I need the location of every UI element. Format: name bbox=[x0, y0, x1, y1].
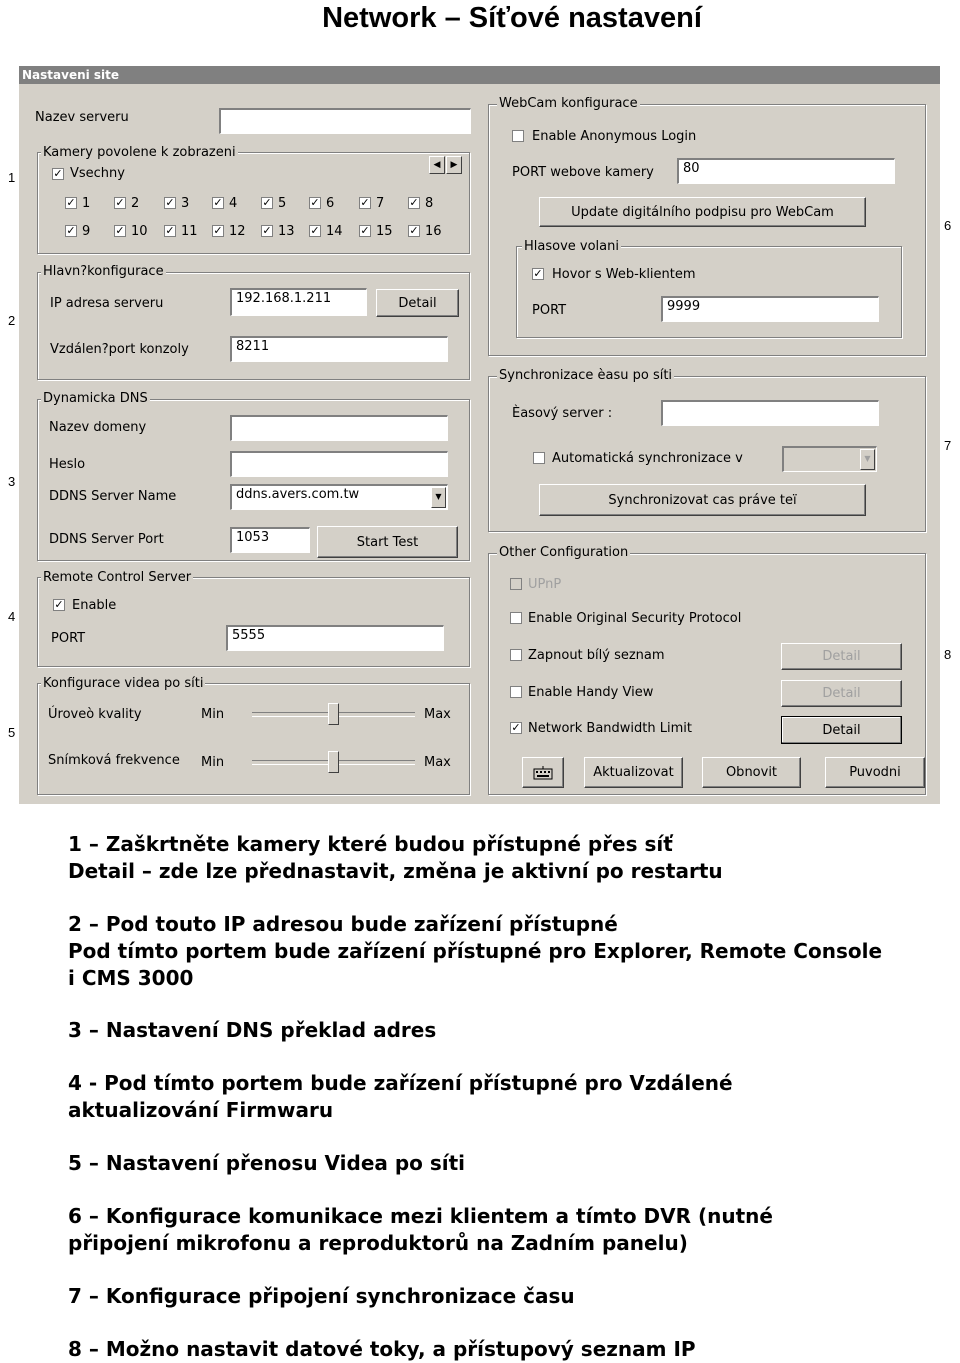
desc-line-8: aktualizování Firmwaru bbox=[68, 1098, 334, 1122]
auto-sync-label: Automatická synchronizace v bbox=[552, 451, 743, 466]
marker-8: 8 bbox=[944, 647, 952, 662]
arrow-right-icon[interactable]: ▶ bbox=[446, 156, 462, 174]
camera-checkbox-label: 11 bbox=[181, 224, 198, 239]
desc-line-11: připojení mikrofonu a reproduktorů na Zadním panelu) bbox=[68, 1231, 688, 1255]
time-sync-legend: Synchronizace èasu po síti bbox=[499, 368, 673, 383]
camera-checkbox[interactable]: ✓ bbox=[360, 224, 370, 237]
remote-port-label: Vzdálen?port konzoly bbox=[50, 342, 189, 357]
domain-label: Nazev domeny bbox=[49, 420, 147, 435]
camera-checkbox-label: 9 bbox=[82, 224, 91, 239]
start-test-button[interactable]: Start Test bbox=[317, 526, 458, 558]
camera-checkbox[interactable]: ✓ bbox=[360, 196, 370, 209]
desc-line-10: 6 – Konfigurace komunikace mezi klientem a tímto DVR (nutné bbox=[68, 1204, 773, 1228]
quality-label: Úroveò kvality bbox=[48, 707, 142, 722]
camera-checkbox[interactable]: ✓ bbox=[262, 196, 272, 209]
voice-port-input[interactable]: 9999 bbox=[661, 296, 879, 322]
camera-checkbox-label: 10 bbox=[131, 224, 148, 239]
remote-port-label-2: PORT bbox=[51, 631, 86, 646]
ddns-server-name-select[interactable] bbox=[230, 484, 448, 510]
desc-line-7: 4 - Pod tímto portem bude zařízení přístupné pro Vzdálené bbox=[68, 1071, 733, 1095]
original-button[interactable]: Puvodni bbox=[825, 757, 925, 788]
marker-3: 3 bbox=[8, 474, 16, 489]
camera-checkbox[interactable]: ✓ bbox=[165, 224, 175, 237]
all-cameras-checkbox[interactable]: ✓ bbox=[53, 167, 63, 180]
ddns-legend: Dynamicka DNS bbox=[43, 391, 148, 406]
auto-sync-checkbox[interactable] bbox=[533, 452, 545, 464]
chevron-down-icon[interactable]: ▼ bbox=[860, 449, 875, 470]
desc-line-5: i CMS 3000 bbox=[68, 966, 194, 990]
ddns-server-port-label: DDNS Server Port bbox=[49, 532, 164, 547]
server-name-input[interactable] bbox=[219, 108, 471, 134]
desc-line-12: 7 – Konfigurace připojení synchronizace času bbox=[68, 1284, 575, 1308]
camera-checkbox[interactable]: ✓ bbox=[262, 224, 272, 237]
sync-now-button[interactable]: Synchronizovat cas práve teï bbox=[539, 484, 866, 516]
other-config-legend: Other Configuration bbox=[499, 545, 629, 560]
update-button[interactable]: Aktualizovat bbox=[584, 757, 683, 788]
ip-detail-button[interactable]: Detail bbox=[376, 289, 459, 317]
ip-label: IP adresa serveru bbox=[50, 296, 164, 311]
camera-checkbox[interactable]: ✓ bbox=[409, 224, 419, 237]
webcam-port-label: PORT webove kamery bbox=[512, 165, 654, 180]
camera-checkbox-label: 4 bbox=[229, 196, 238, 211]
camera-checkbox-label: 6 bbox=[326, 196, 335, 211]
camera-checkbox-label: 16 bbox=[425, 224, 442, 239]
all-cameras-label: Vsechny bbox=[70, 166, 125, 181]
desc-line-9: 5 – Nastavení přenosu Videa po síti bbox=[68, 1151, 466, 1175]
security-protocol-label: Enable Original Security Protocol bbox=[528, 611, 742, 626]
desc-line-6: 3 – Nastavení DNS překlad adres bbox=[68, 1018, 437, 1042]
bandwidth-detail-button[interactable]: Detail bbox=[781, 716, 902, 744]
camera-checkbox[interactable]: ✓ bbox=[115, 224, 125, 237]
marker-7: 7 bbox=[944, 438, 952, 453]
remote-port-input[interactable]: 8211 bbox=[230, 336, 448, 362]
marker-5: 5 bbox=[8, 725, 16, 740]
auto-sync-select[interactable] bbox=[782, 446, 877, 472]
desc-line-2: Detail – zde lze přednastavit, změna je aktivní po restartu bbox=[68, 859, 723, 883]
camera-checkbox[interactable]: ✓ bbox=[165, 196, 175, 209]
desc-line-13: 8 – Možno nastavit datové toky, a přístupový seznam IP bbox=[68, 1337, 696, 1361]
web-client-talk-checkbox[interactable]: ✓ bbox=[533, 267, 543, 280]
cameras-legend: Kamery povolene k zobrazeni bbox=[43, 145, 236, 160]
quality-max-label: Max bbox=[424, 707, 451, 722]
remote-control-port-input[interactable]: 5555 bbox=[226, 625, 444, 651]
restore-button[interactable]: Obnovit bbox=[702, 757, 801, 788]
upnp-checkbox[interactable] bbox=[510, 578, 522, 590]
remote-enable-checkbox[interactable]: ✓ bbox=[54, 598, 64, 611]
quality-min-label: Min bbox=[201, 707, 225, 722]
handy-view-checkbox[interactable] bbox=[510, 686, 522, 698]
update-signature-button[interactable]: Update digitálního podpisu pro WebCam bbox=[539, 197, 866, 227]
video-legend: Konfigurace videa po síti bbox=[43, 676, 204, 691]
ddns-server-name-value: ddns.avers.com.tw bbox=[236, 487, 360, 502]
camera-checkbox-label: 14 bbox=[326, 224, 343, 239]
marker-6: 6 bbox=[944, 218, 952, 233]
time-server-input[interactable] bbox=[661, 400, 879, 426]
marker-2: 2 bbox=[8, 313, 16, 328]
marker-4: 4 bbox=[8, 609, 16, 624]
camera-checkbox[interactable]: ✓ bbox=[310, 224, 320, 237]
upnp-label: UPnP bbox=[528, 577, 562, 592]
desc-line-3: 2 – Pod touto IP adresou bude zařízení přístupné bbox=[68, 912, 618, 936]
quality-slider-thumb[interactable] bbox=[328, 703, 339, 725]
camera-checkbox[interactable]: ✓ bbox=[115, 196, 125, 209]
domain-input[interactable] bbox=[230, 415, 448, 441]
camera-checkbox-label: 12 bbox=[229, 224, 246, 239]
camera-checkbox[interactable]: ✓ bbox=[66, 224, 76, 237]
video-group bbox=[37, 683, 470, 795]
camera-checkbox-label: 13 bbox=[278, 224, 295, 239]
ip-input[interactable]: 192.168.1.211 bbox=[230, 288, 367, 316]
fps-min-label: Min bbox=[201, 755, 225, 770]
anonymous-login-label: Enable Anonymous Login bbox=[532, 129, 697, 144]
desc-line-1: 1 – Zaškrtněte kamery které budou přístupné přes síť bbox=[68, 832, 673, 856]
camera-checkbox-label: 3 bbox=[181, 196, 190, 211]
whitelist-detail-button[interactable]: Detail bbox=[781, 643, 902, 670]
remote-control-group bbox=[37, 577, 470, 667]
webcam-legend: WebCam konfigurace bbox=[499, 96, 638, 111]
anonymous-login-checkbox[interactable] bbox=[512, 130, 524, 142]
voice-port-label: PORT bbox=[532, 303, 567, 318]
ddns-server-name-label: DDNS Server Name bbox=[49, 489, 177, 504]
camera-checkbox-label: 2 bbox=[131, 196, 140, 211]
keyboard-icon bbox=[533, 766, 553, 780]
fps-label: Snímková frekvence bbox=[48, 753, 180, 768]
camera-checkbox[interactable]: ✓ bbox=[213, 224, 223, 237]
camera-checkbox[interactable]: ✓ bbox=[310, 196, 320, 209]
camera-checkbox-label: 7 bbox=[376, 196, 385, 211]
marker-1: 1 bbox=[8, 170, 16, 185]
network-settings-dialog bbox=[19, 66, 940, 804]
webcam-port-input[interactable]: 80 bbox=[677, 158, 895, 184]
camera-checkbox[interactable]: ✓ bbox=[409, 196, 419, 209]
web-client-talk-label: Hovor s Web-klientem bbox=[552, 267, 696, 282]
password-label: Heslo bbox=[49, 457, 86, 472]
bandwidth-limit-checkbox[interactable]: ✓ bbox=[511, 721, 521, 734]
password-input[interactable] bbox=[230, 451, 448, 477]
dialog-title: Nastaveni site bbox=[19, 66, 940, 84]
fps-slider-thumb[interactable] bbox=[328, 751, 339, 773]
whitelist-label: Zapnout bílý seznam bbox=[528, 648, 665, 663]
remote-enable-label: Enable bbox=[72, 598, 117, 613]
security-protocol-checkbox[interactable] bbox=[510, 612, 522, 624]
camera-checkbox[interactable]: ✓ bbox=[213, 196, 223, 209]
remote-control-legend: Remote Control Server bbox=[43, 570, 192, 585]
keyboard-button[interactable] bbox=[522, 757, 564, 788]
main-config-legend: Hlavn?konfigurace bbox=[43, 264, 164, 279]
desc-line-4: Pod tímto portem bude zařízení přístupné pro Explorer, Remote Console bbox=[68, 939, 883, 963]
chevron-down-icon[interactable]: ▼ bbox=[431, 487, 446, 508]
server-name-label: Nazev serveru bbox=[35, 110, 129, 125]
ddns-server-port-input[interactable]: 1053 bbox=[230, 527, 310, 553]
whitelist-checkbox[interactable] bbox=[510, 649, 522, 661]
camera-checkbox-label: 8 bbox=[425, 196, 434, 211]
camera-checkbox-label: 15 bbox=[376, 224, 393, 239]
camera-checkbox-label: 5 bbox=[278, 196, 287, 211]
camera-checkbox-label: 1 bbox=[82, 196, 91, 211]
page-title: Network – Síťové nastavení bbox=[322, 2, 702, 34]
voice-legend: Hlasove volani bbox=[524, 239, 619, 254]
handy-view-detail-button[interactable]: Detail bbox=[781, 680, 902, 707]
arrow-left-icon[interactable]: ◀ bbox=[429, 156, 445, 174]
time-server-label: Èasový server : bbox=[512, 406, 613, 421]
voice-group bbox=[516, 246, 902, 338]
bandwidth-limit-label: Network Bandwidth Limit bbox=[528, 721, 692, 736]
camera-checkbox[interactable]: ✓ bbox=[66, 196, 76, 209]
fps-max-label: Max bbox=[424, 755, 451, 770]
handy-view-label: Enable Handy View bbox=[528, 685, 654, 700]
